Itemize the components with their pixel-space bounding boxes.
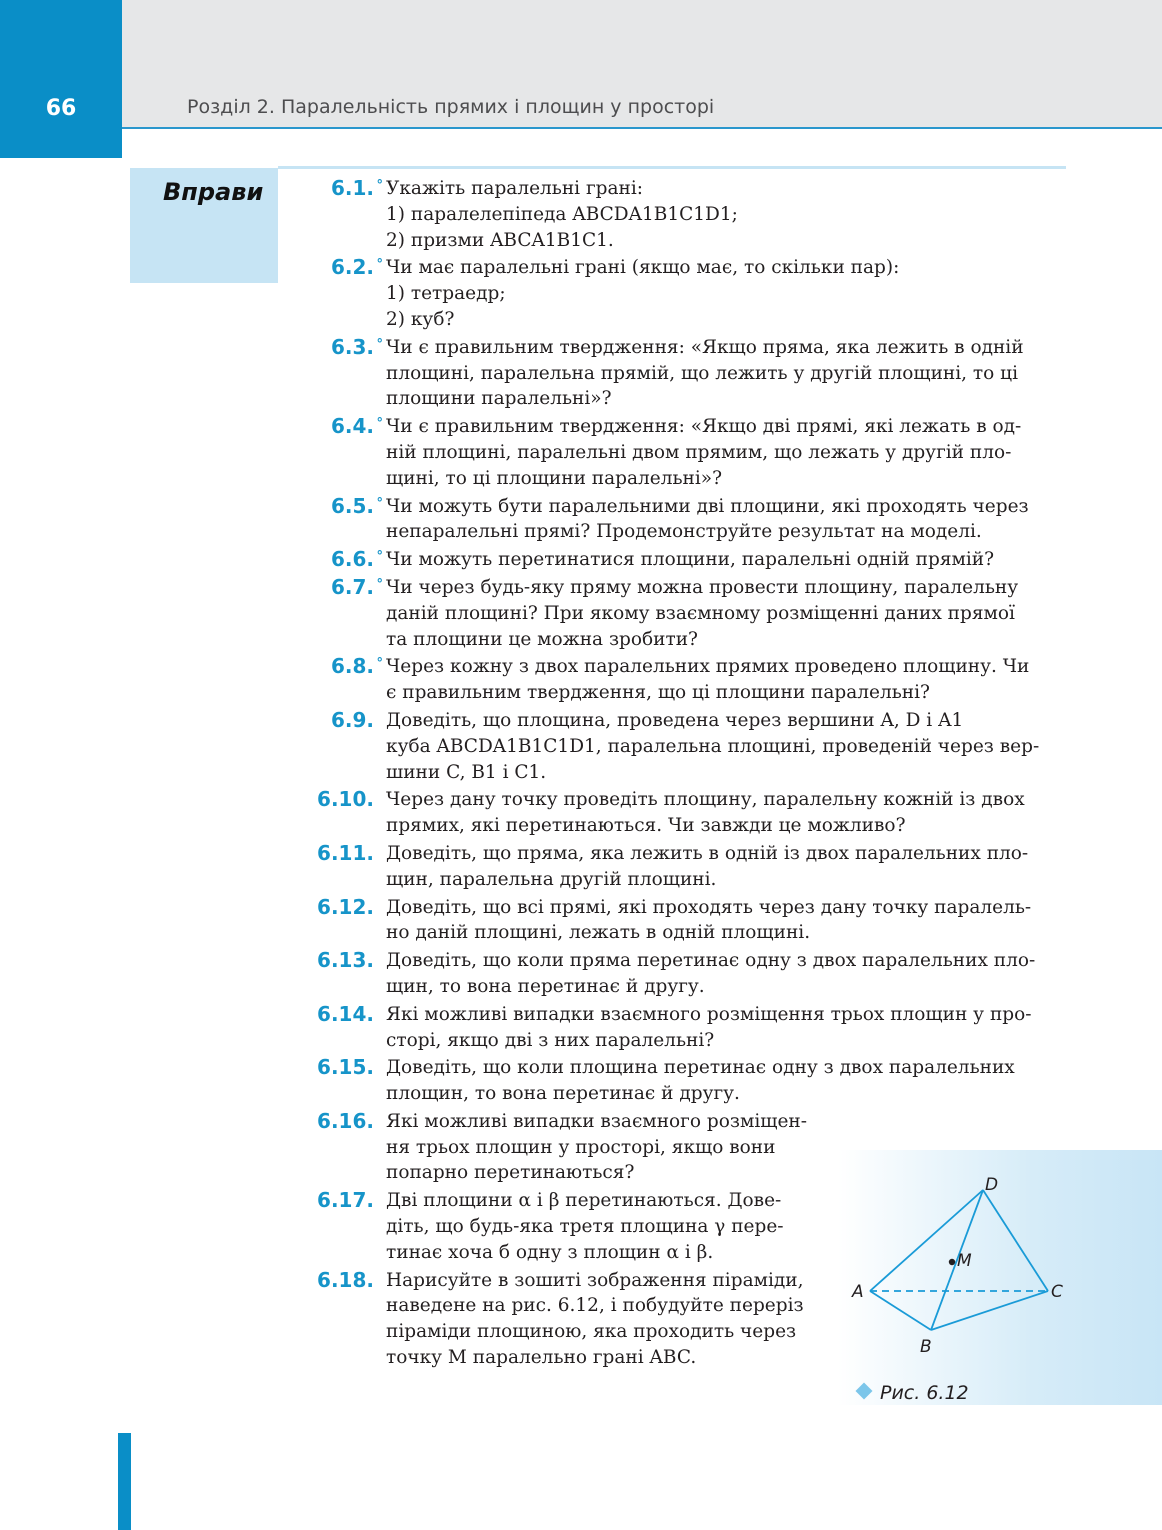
section-label: Вправи: [163, 178, 264, 206]
exercise-number-text: 6.11.: [317, 840, 374, 865]
exercise-line: точку M паралельно грані ABC.: [386, 1347, 697, 1369]
exercise-line: щин, то вона перетинає й другу.: [386, 975, 705, 997]
exercise-line: Доведіть, що коли площина перетинає одну з двох паралельних: [386, 1057, 1015, 1079]
exercise-text: [386, 654, 1066, 706]
exercise-line: та площини це можна зробити?: [386, 628, 698, 650]
exercise-item: [300, 948, 1066, 1000]
edge-ad: [870, 1190, 983, 1291]
exercise-line: даній площині? При якому взаємному розміщенні даних прямої: [386, 602, 1015, 624]
exercise-line: 1) тетраедр;: [386, 283, 506, 305]
exercise-line: Доведіть, що площина, проведена через вершини A, D і A1: [386, 709, 964, 731]
difficulty-degree-mark: °: [376, 576, 383, 592]
difficulty-degree-mark: °: [376, 549, 383, 565]
exercise-item: [300, 494, 1066, 546]
exercise-number-text: 6.12.: [317, 894, 374, 919]
exercise-line: Нарисуйте в зошиті зображення піраміди,: [386, 1269, 804, 1291]
page-edge-bar: [118, 1433, 131, 1530]
exercise-number: [300, 654, 383, 680]
exercise-text: [386, 1002, 1066, 1054]
exercise-line: ній площині, паралельні двом прямим, що лежать у другій пло-: [386, 441, 1012, 463]
exercise-item: [300, 787, 1066, 839]
exercise-number: [300, 1055, 374, 1081]
exercise-number-text: 6.13.: [317, 948, 374, 973]
exercise-number-text: 6.7. °: [331, 575, 374, 599]
exercise-number-text: 6.16.: [317, 1108, 374, 1133]
exercise-number-text: 6.14.: [317, 1001, 374, 1026]
exercise-number-text: 6.18.: [317, 1267, 374, 1292]
exercise-number: [300, 414, 383, 440]
difficulty-degree-mark: °: [376, 178, 383, 193]
exercise-text: [386, 176, 1066, 253]
exercise-text: [386, 1055, 1066, 1107]
exercise-line: ня трьох площин у просторі, якщо вони: [386, 1136, 776, 1158]
exercise-line: сторі, якщо дві з них паралельні?: [386, 1029, 715, 1051]
exercise-text: [386, 1188, 829, 1265]
difficulty-degree-mark: °: [376, 416, 383, 432]
edge-bc: [931, 1291, 1048, 1330]
exercise-text: [386, 948, 1066, 1000]
exercise-text: [386, 547, 1066, 573]
difficulty-degree-mark: °: [376, 656, 383, 672]
exercise-line: площини паралельні»?: [386, 388, 612, 410]
exercise-line: прямих, які перетинаються. Чи завжди це можливо?: [386, 815, 906, 837]
exercise-line: Через дану точку проведіть площину, паралельну кожній із двох: [386, 789, 1025, 811]
difficulty-degree-mark: °: [376, 257, 383, 273]
exercise-number: [300, 708, 374, 734]
exercise-number-text: 6.6. °: [331, 547, 374, 571]
exercise-number: [300, 841, 374, 867]
exercise-text: [386, 335, 1066, 412]
pyramid-figure: [845, 1170, 1085, 1370]
exercise-number: [300, 895, 374, 921]
exercise-number-text: 6.8. °: [331, 654, 374, 678]
exercise-number: [300, 574, 383, 601]
exercise-line: Через кожну з двох паралельних прямих проведено площину. Чи: [386, 656, 1030, 678]
exercise-line: Доведіть, що коли пряма перетинає одну з двох паралельних пло-: [386, 950, 1036, 972]
exercise-line: непаралельні прямі? Продемонструйте результат на моделі.: [386, 521, 982, 543]
exercise-line: наведене на рис. 6.12, і побудуйте переріз: [386, 1295, 804, 1317]
exercise-number: [300, 948, 374, 974]
exercise-line: діть, що будь-яка третя площина γ пере-: [386, 1216, 784, 1238]
header-rule: [122, 127, 1162, 129]
exercise-number-text: 6.2. °: [331, 255, 374, 279]
label-m: M: [957, 1251, 972, 1271]
label-a: A: [852, 1282, 864, 1302]
exercise-item: [300, 654, 1066, 706]
exercise-number: [300, 787, 374, 813]
exercise-item: [300, 414, 1066, 491]
edge-dc: [983, 1190, 1048, 1291]
exercise-line: Чи через будь-яку пряму можна провести площину, паралельну: [386, 576, 1019, 598]
exercise-text: [386, 414, 1066, 491]
page-number-box: [0, 0, 122, 158]
exercise-line: площині, паралельна прямій, що лежить у другій площині, то ці: [386, 362, 1018, 384]
exercise-text: [386, 1109, 829, 1186]
exercise-text: [386, 494, 1066, 546]
exercise-item: [300, 708, 1066, 785]
exercise-item: [300, 1002, 1066, 1054]
exercise-number-text: 6.9.: [330, 707, 374, 732]
point-m: [949, 1259, 955, 1265]
edge-ab: [870, 1291, 931, 1330]
exercise-number: [300, 1109, 374, 1135]
difficulty-degree-mark: °: [376, 495, 383, 511]
label-c: C: [1051, 1282, 1063, 1302]
exercise-line: піраміди площиною, яка проходить через: [386, 1321, 797, 1343]
figure-caption-text: Рис. 6.12: [880, 1382, 969, 1404]
exercise-item: [300, 1055, 1066, 1107]
exercise-line: 1) паралелепіпеда ABCDA1B1C1D1;: [386, 203, 738, 225]
figure-caption: [858, 1382, 969, 1404]
exercise-line: Укажіть паралельні грані:: [386, 178, 644, 199]
diamond-icon: [856, 1383, 873, 1400]
exercise-line: шини C, B1 і C1.: [386, 761, 547, 783]
exercise-number-text: 6.17.: [317, 1188, 374, 1213]
label-b: B: [920, 1337, 932, 1357]
exercise-number-text: 6.4. °: [331, 414, 374, 438]
exercise-line: Які можливі випадки взаємного розміщен-: [386, 1110, 807, 1132]
exercise-number: [300, 255, 383, 281]
exercise-item: [300, 547, 1066, 573]
exercise-line: щині, то ці площини паралельні»?: [386, 467, 723, 489]
exercise-line: Чи можуть перетинатися площини, паралельні одній прямій?: [386, 549, 995, 571]
exercise-text: [386, 708, 1066, 785]
exercise-number: [300, 547, 383, 573]
exercise-number-text: 6.10.: [317, 787, 374, 812]
exercise-number: [300, 334, 383, 361]
chapter-title: Розділ 2. Паралельність прямих і площин у просторі: [187, 96, 715, 118]
exercise-item: [300, 176, 1066, 253]
exercise-line: Чи є правильним твердження: «Якщо дві прямі, які лежать в од-: [386, 416, 1022, 438]
exercise-line: Доведіть, що пряма, яка лежить в одній із двох паралельних пло-: [386, 842, 1029, 864]
exercise-line: Чи можуть бути паралельними дві площини, які проходять через: [386, 495, 1029, 517]
exercise-number-text: 6.1. °: [331, 176, 374, 200]
difficulty-degree-mark: °: [376, 336, 383, 352]
exercise-number: [300, 176, 383, 202]
exercise-item: [300, 335, 1066, 412]
exercise-number: [300, 493, 383, 520]
exercise-text: [386, 1268, 829, 1371]
exercise-text: [386, 841, 1066, 893]
exercise-number-text: 6.3. °: [331, 335, 374, 359]
exercise-line: Чи є правильним твердження: «Якщо пряма, яка лежить в одній: [386, 336, 1024, 358]
exercise-item: [300, 255, 1066, 332]
exercise-line: попарно перетинаються?: [386, 1162, 635, 1184]
exercise-line: площин, то вона перетинає й другу.: [386, 1083, 740, 1105]
exercise-text: [386, 895, 1066, 947]
exercise-item: [300, 841, 1066, 893]
exercise-number: [300, 1002, 374, 1028]
section-top-rule: [278, 166, 1066, 169]
exercise-line: тинає хоча б одну з площин α і β.: [386, 1241, 714, 1263]
exercise-number-text: 6.5. °: [331, 494, 374, 518]
exercise-number-text: 6.15.: [317, 1055, 374, 1080]
label-d: D: [985, 1175, 999, 1195]
exercise-line: Чи має паралельні грані (якщо має, то скільки пар):: [386, 257, 900, 279]
exercise-item: [300, 895, 1066, 947]
exercise-number: [300, 1268, 374, 1294]
exercise-line: є правильним твердження, що ці площини паралельні?: [386, 682, 930, 704]
exercise-text: [386, 255, 1066, 332]
exercise-text: [386, 575, 1066, 652]
exercise-item: [300, 575, 1066, 652]
exercise-line: Які можливі випадки взаємного розміщення трьох площин у про-: [386, 1003, 1032, 1025]
exercise-line: 2) куб?: [386, 308, 455, 330]
exercise-line: щин, паралельна другій площині.: [386, 868, 717, 890]
exercise-number: [300, 1188, 374, 1214]
exercise-text: [386, 787, 1066, 839]
exercise-line: куба ABCDA1B1C1D1, паралельна площині, проведеній через вер-: [386, 735, 1040, 757]
exercise-line: 2) призми ABCA1B1C1.: [386, 229, 614, 251]
page-number: 66: [45, 96, 77, 121]
exercise-line: но даній площині, лежать в одній площині.: [386, 922, 811, 944]
exercise-line: Доведіть, що всі прямі, які проходять через дану точку паралель-: [386, 896, 1032, 918]
exercise-line: Дві площини α і β перетинаються. Дове-: [386, 1190, 782, 1212]
